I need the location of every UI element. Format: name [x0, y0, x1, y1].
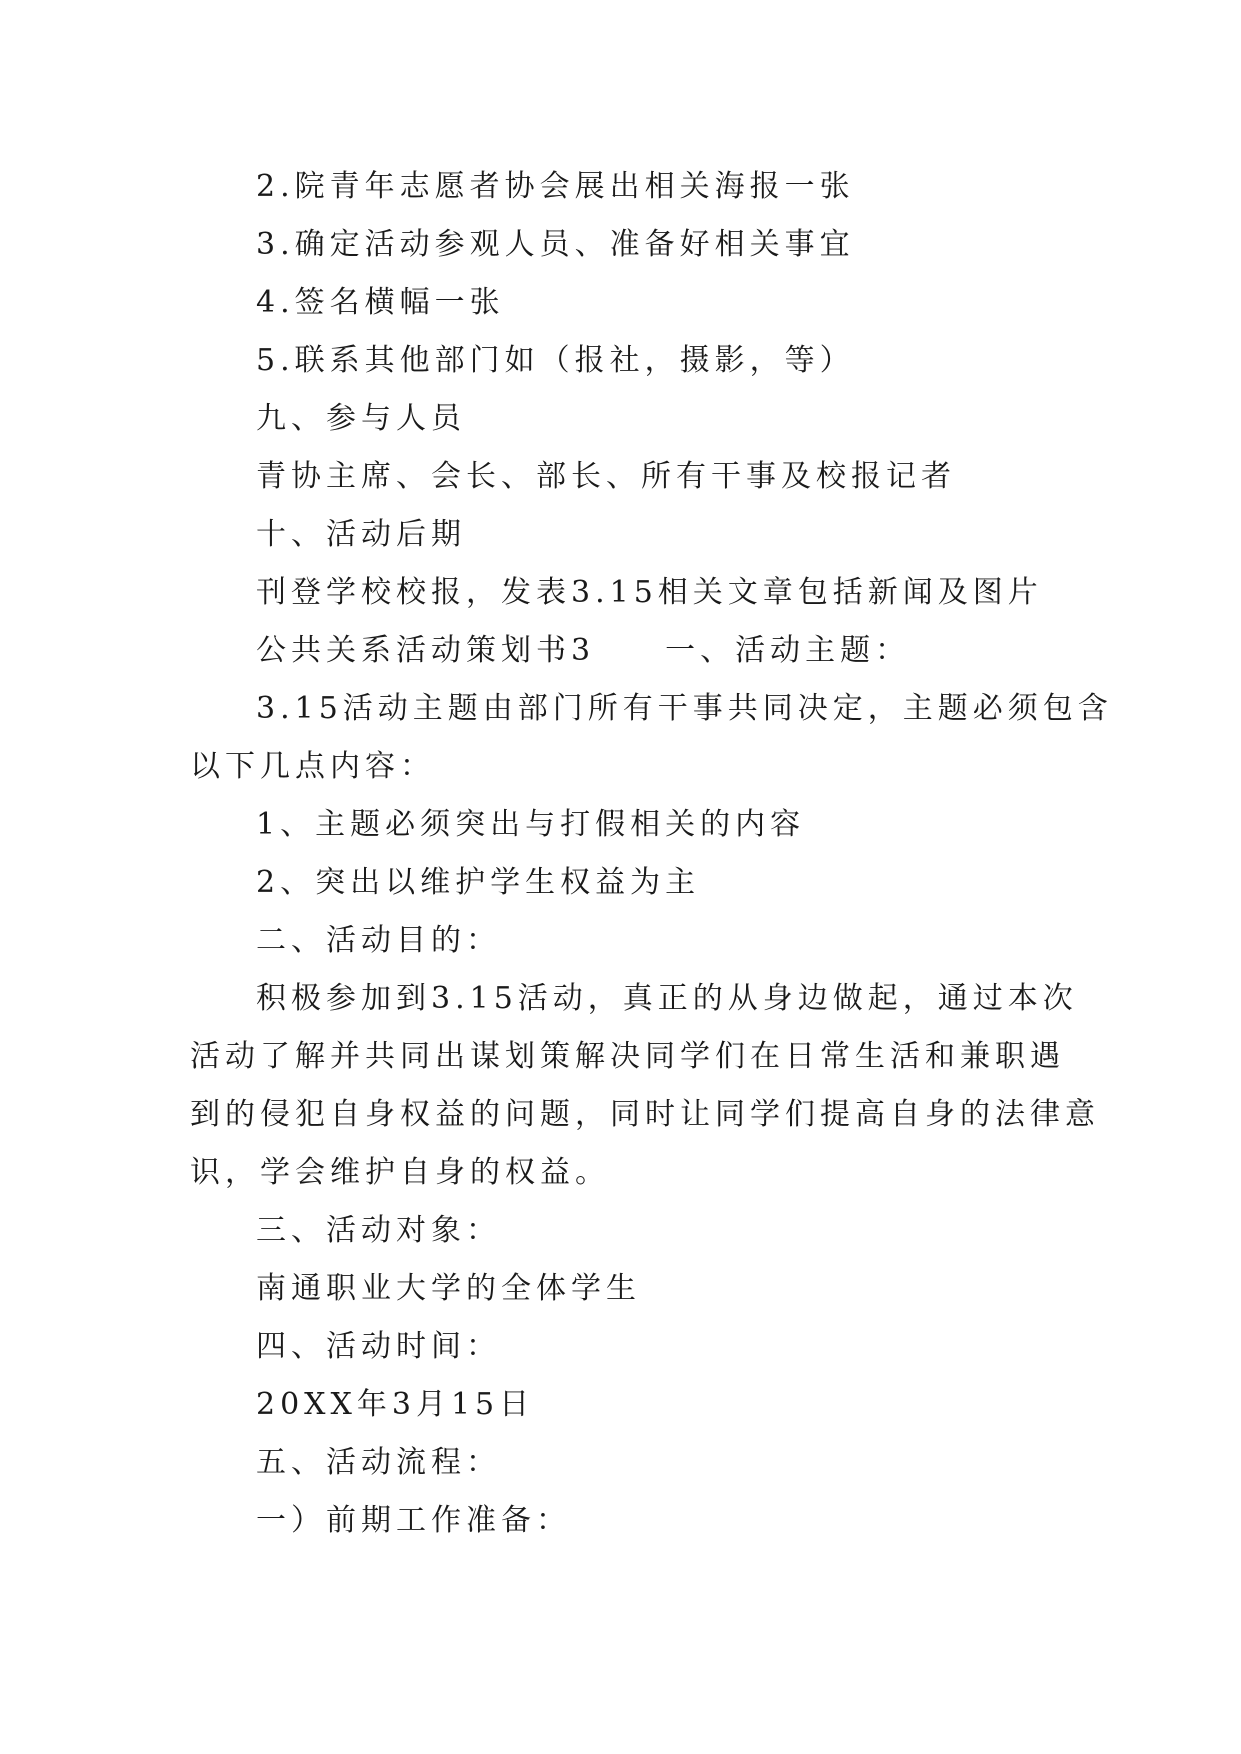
section-heading: 九、参与人员 — [256, 401, 466, 436]
text-line: 4.签名横幅一张 — [256, 285, 505, 320]
text-line: 青协主席、会长、部长、所有干事及校报记者 — [256, 459, 956, 494]
text-line: 刊登学校校报，发表3.15相关文章包括新闻及图片 — [256, 575, 1043, 610]
document-title: 公共关系活动策划书3 — [256, 633, 596, 668]
text-line: 3.确定活动参观人员、准备好相关事宜 — [256, 227, 855, 262]
list-item: 1、主题必须突出与打假相关的内容 — [256, 807, 806, 842]
text-line: 以下几点内容： — [190, 749, 435, 784]
text-line: 南通职业大学的全体学生 — [256, 1271, 641, 1306]
text-line: 20XX年3月15日 — [256, 1387, 535, 1422]
section-heading: 四、活动时间： — [256, 1329, 501, 1364]
text-line: 识，学会维护自身的权益。 — [190, 1155, 610, 1190]
text-line: 活动了解并共同出谋划策解决同学们在日常生活和兼职遇 — [190, 1039, 1065, 1074]
list-item: 2、突出以维护学生权益为主 — [256, 865, 701, 900]
subsection-heading: 一）前期工作准备： — [256, 1503, 571, 1538]
section-heading: 五、活动流程： — [256, 1445, 501, 1480]
text-line: 到的侵犯自身权益的问题，同时让同学们提高自身的法律意 — [190, 1097, 1100, 1132]
text-line: 3.15活动主题由部门所有干事共同决定，主题必须包含 — [256, 691, 1113, 726]
text-line: 2.院青年志愿者协会展出相关海报一张 — [256, 169, 855, 204]
text-line: 积极参加到3.15活动，真正的从身边做起，通过本次 — [256, 981, 1078, 1016]
document-body — [190, 158, 1113, 1550]
text-line: 5.联系其他部门如（报社，摄影，等） — [256, 343, 855, 378]
section-heading: 二、活动目的： — [256, 923, 501, 958]
section-heading: 一、活动主题： — [665, 633, 911, 668]
document-title-line — [190, 622, 1062, 680]
section-heading: 十、活动后期 — [256, 517, 466, 552]
section-heading: 三、活动对象： — [256, 1213, 501, 1248]
